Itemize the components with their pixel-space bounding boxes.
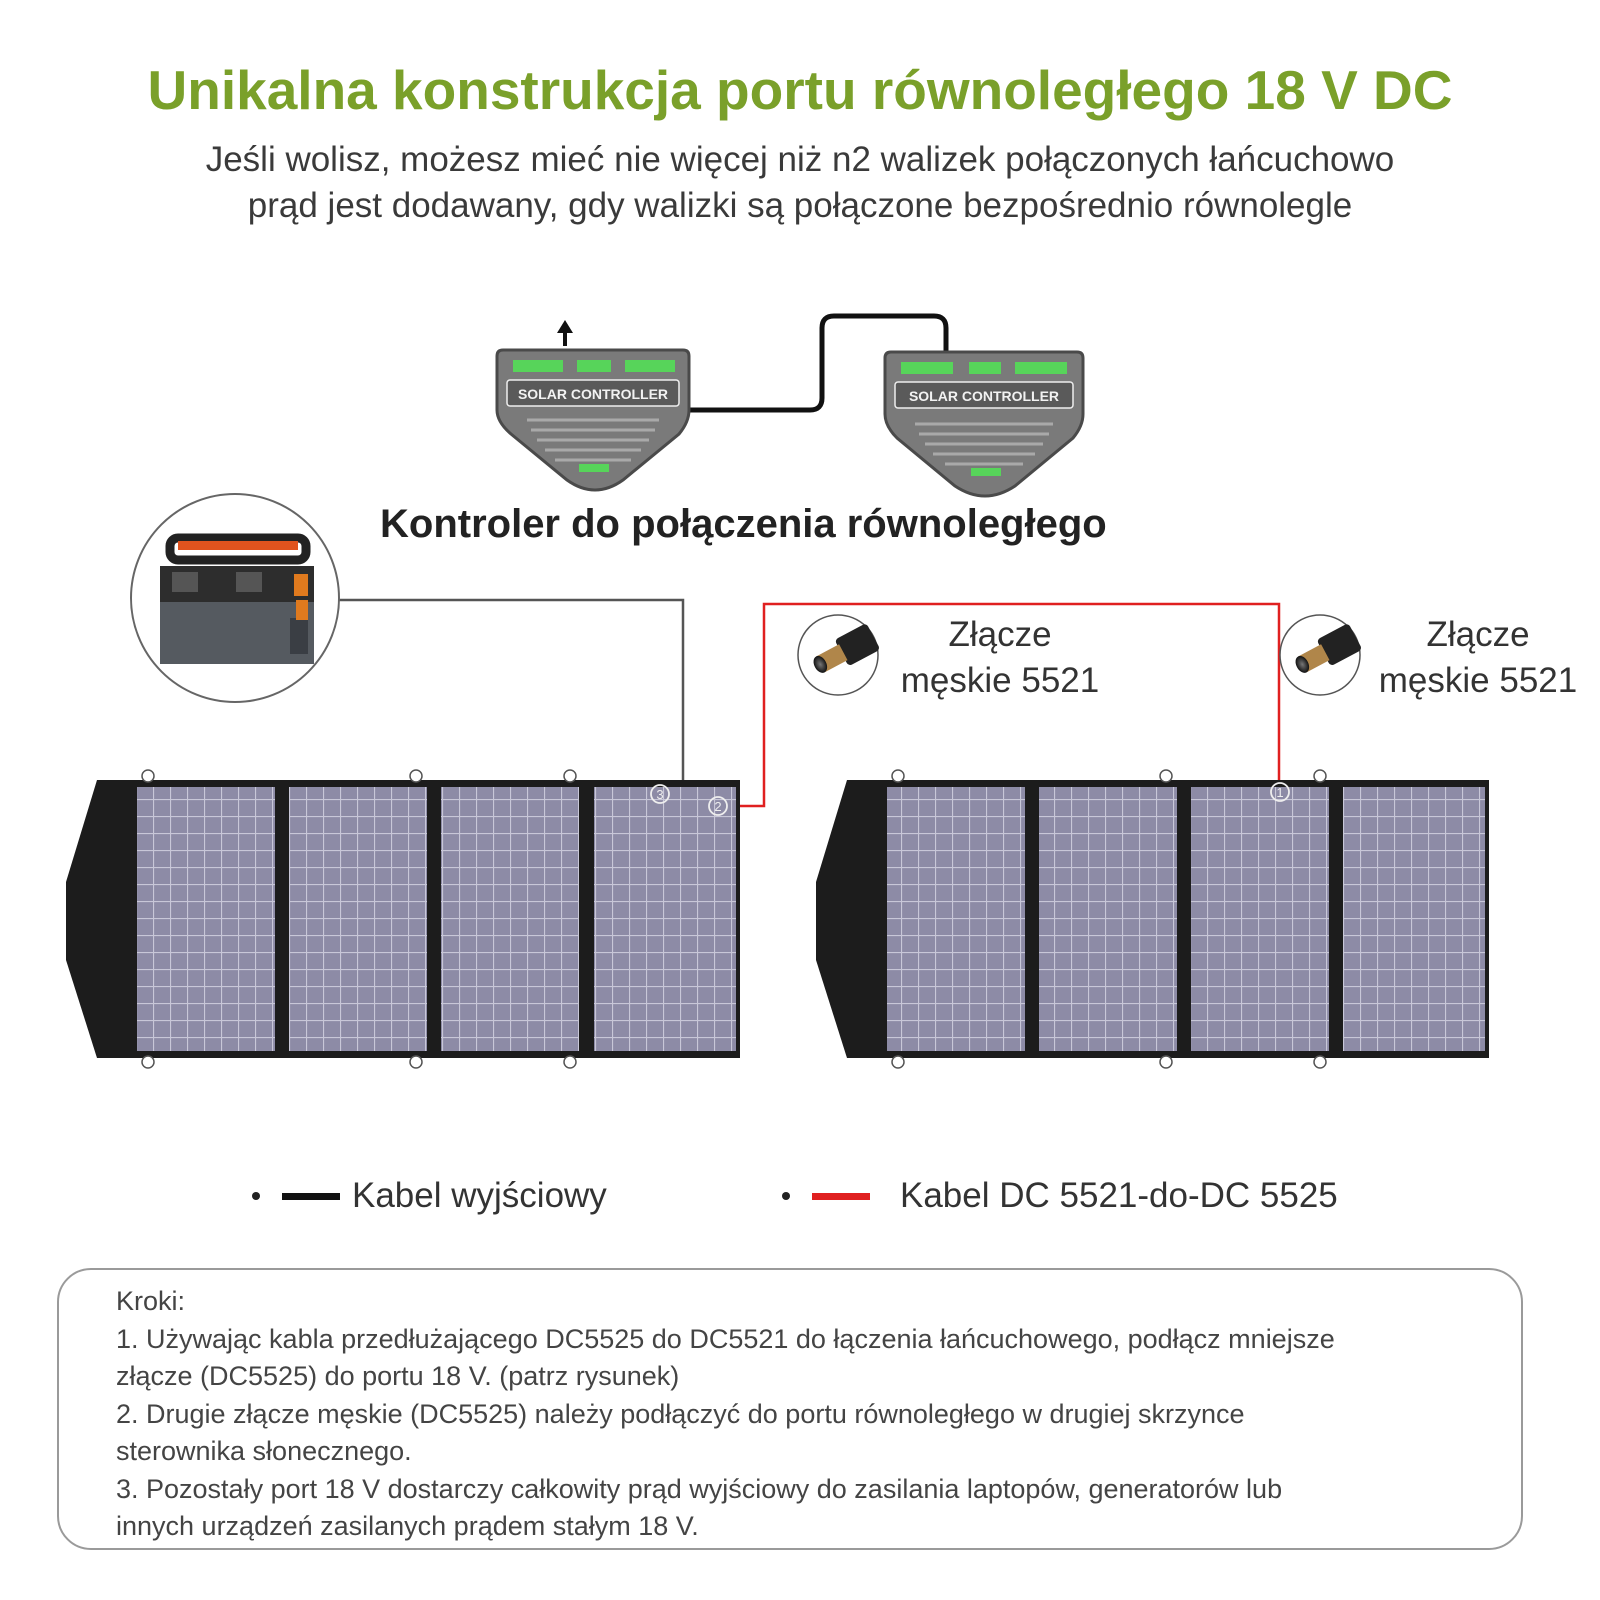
solar-panel-left xyxy=(66,770,740,1068)
legend-dc-cable-label: Kabel DC 5521-do-DC 5525 xyxy=(900,1176,1338,1215)
power-station-image xyxy=(131,494,339,702)
step-line-5: 3. Pozostały port 18 V dostarczy całkowity prąd wyjściowy do zasilania laptopów, generatorów lub xyxy=(116,1473,1283,1504)
controller-left-label: SOLAR CONTROLLER xyxy=(517,386,669,402)
connector-label-left xyxy=(880,612,1120,704)
legend-dc-cable xyxy=(782,1174,1338,1218)
steps-heading: Kroki: xyxy=(116,1286,186,1316)
svg-text:3: 3 xyxy=(656,787,664,802)
legend-swatch-red xyxy=(812,1193,870,1200)
legend-bullet xyxy=(252,1192,260,1200)
controller-right-label: SOLAR CONTROLLER xyxy=(908,388,1060,404)
solar-panel-right xyxy=(816,770,1489,1068)
steps-text xyxy=(116,1283,1496,1546)
legend-output-cable-label: Kabel wyjściowy xyxy=(352,1176,607,1215)
output-arrow-head xyxy=(557,320,573,333)
svg-text:1: 1 xyxy=(1276,785,1284,800)
solar-controller-right xyxy=(885,352,1083,496)
page-title: Unikalna konstrukcja portu równoległego 18 V DC xyxy=(147,59,1453,121)
svg-text:2: 2 xyxy=(714,799,722,814)
connector-5521-image-right xyxy=(1280,615,1362,695)
controller-caption: Kontroler do połączenia równoległego xyxy=(380,502,1107,546)
connector-label-right-line2: męskie 5521 xyxy=(1378,661,1578,700)
step-line-2: złącze (DC5525) do portu 18 V. (patrz rysunek) xyxy=(116,1361,680,1391)
legend-swatch-black xyxy=(282,1193,340,1200)
legend-bullet xyxy=(782,1192,790,1200)
connector-label-right xyxy=(1358,612,1598,704)
connector-label-left-line1: Złącze xyxy=(948,615,1052,654)
subtitle-line-2: prąd jest dodawany, gdy walizki są połączone bezpośrednio równolegle xyxy=(247,186,1353,225)
connector-label-left-line2: męskie 5521 xyxy=(900,661,1100,700)
connector-label-right-line1: Złącze xyxy=(1426,615,1530,654)
step-line-4: sterownika słonecznego. xyxy=(116,1436,412,1466)
legend-output-cable xyxy=(252,1174,607,1218)
output-cable-to-station xyxy=(336,600,683,780)
solar-controller-left xyxy=(497,350,689,490)
step-line-1: 1. Używając kabla przedłużającego DC5525 do DC5521 do łączenia łańcuchowego, podłącz mniejsze xyxy=(116,1323,1335,1354)
step-line-3: 2. Drugie złącze męskie (DC5525) należy podłączyć do portu równoległego w drugiej skrzynce xyxy=(116,1398,1245,1429)
subtitle-line-1: Jeśli wolisz, możesz mieć nie więcej niż n2 walizek połączonych łańcuchowo xyxy=(205,140,1395,179)
step-line-6: innych urządzeń zasilanych prądem stałym 18 V. xyxy=(116,1511,699,1541)
connector-5521-image-left xyxy=(798,615,880,695)
